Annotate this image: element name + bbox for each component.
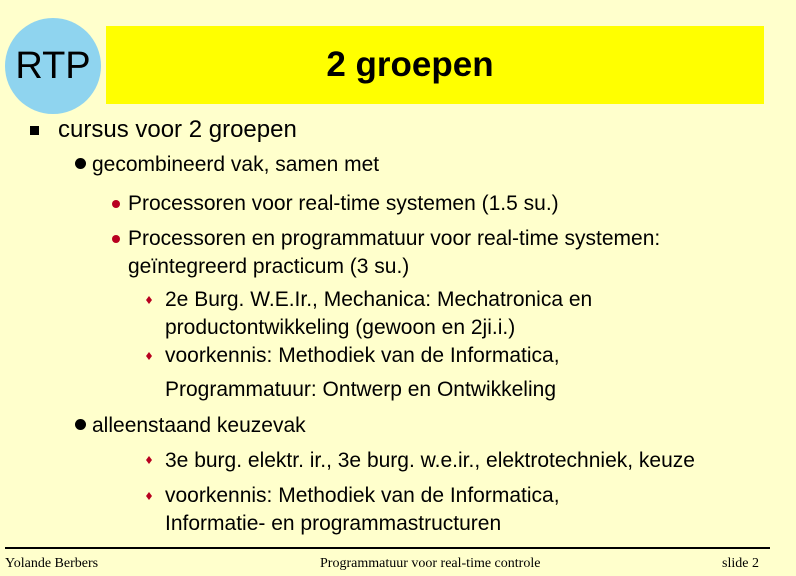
bullet-level4-continued: Programmatuur: Ontwerp en Ontwikkeling — [165, 378, 556, 401]
diamond-bullet-icon — [146, 352, 152, 360]
slide-title: 2 groepen — [326, 45, 494, 84]
round-bullet-icon — [75, 158, 86, 169]
bullet-level3: Processoren voor real-time systemen (1.5 su.) — [128, 192, 559, 215]
bullet-level4: voorkennis: Methodiek van de Informatica, — [165, 344, 560, 367]
bullet-level3: Processoren en programmatuur voor real-time systemen: — [128, 227, 661, 250]
footer-course: Programmatuur voor real-time controle — [320, 556, 541, 571]
dot-bullet-icon — [112, 200, 120, 208]
footer-author: Yolande Berbers — [5, 556, 99, 571]
bullet-level3-continued: geïntegreerd practicum (3 su.) — [128, 255, 410, 278]
bullet-level2: gecombineerd vak, samen met — [92, 153, 380, 176]
bullet-level4-continued: Informatie- en programmastructuren — [165, 512, 502, 535]
diamond-bullet-icon — [146, 296, 152, 304]
diamond-bullet-icon — [146, 456, 152, 464]
bullet-level2: alleenstaand keuzevak — [92, 414, 306, 437]
square-bullet-icon — [30, 126, 39, 135]
rtp-logo — [5, 18, 101, 114]
bullet-level4: voorkennis: Methodiek van de Informatica, — [165, 484, 560, 507]
dot-bullet-icon — [112, 235, 120, 243]
bullet-level1: cursus voor 2 groepen — [58, 116, 297, 143]
footer-divider — [5, 547, 770, 549]
bullet-level4-continued: productontwikkeling (gewoon en 2ji.i.) — [165, 316, 516, 339]
diamond-bullet-icon — [146, 492, 152, 500]
footer-slide-number: slide 2 — [722, 556, 759, 571]
bullet-level4: 3e burg. elektr. ir., 3e burg. w.e.ir., elektrotechniek, keuze — [165, 449, 695, 472]
bullet-level4: 2e Burg. W.E.Ir., Mechanica: Mechatronica en — [165, 288, 593, 311]
round-bullet-icon — [75, 419, 86, 430]
logo-text: RTP — [15, 44, 91, 87]
